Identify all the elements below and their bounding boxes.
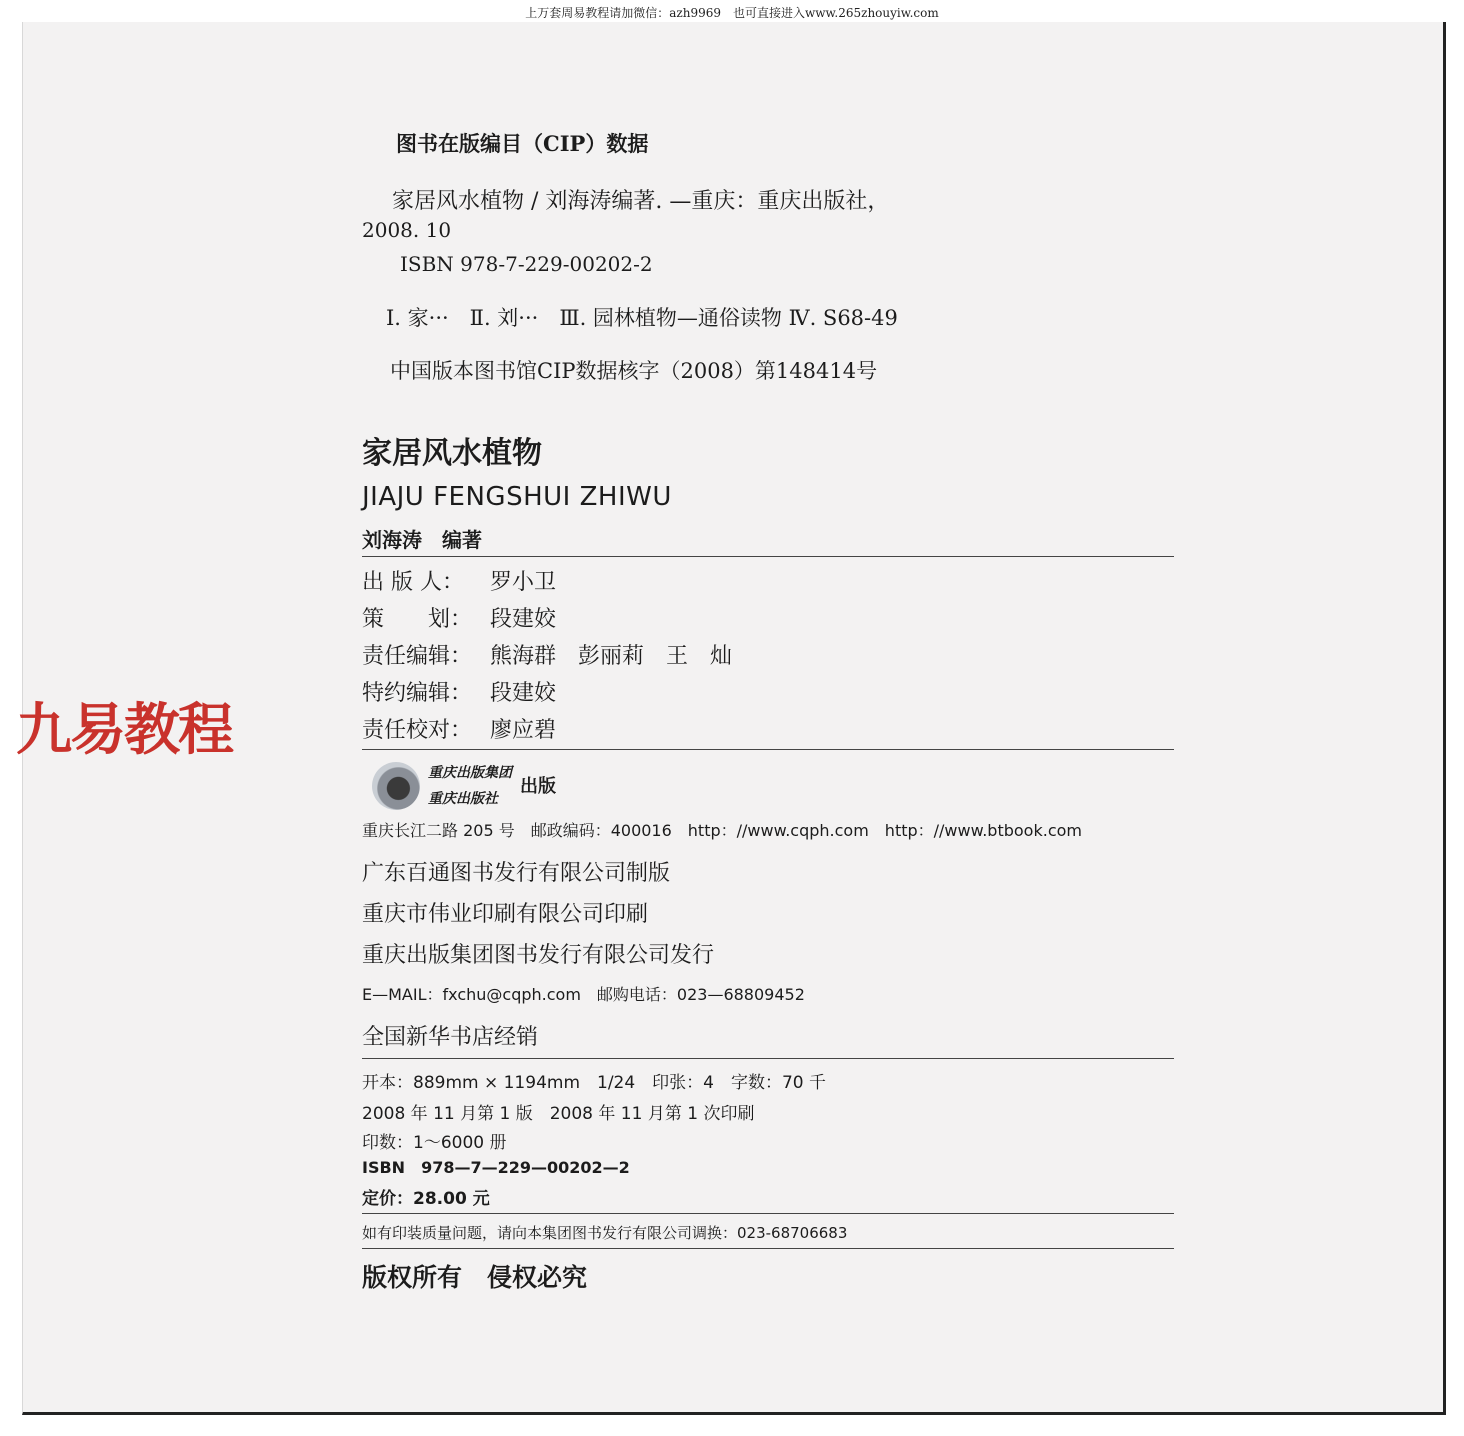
book-author: 刘海涛 编著 (362, 528, 482, 552)
credit-publisher-person (362, 565, 556, 596)
credit-value: 段建姣 (490, 681, 557, 706)
top-banner: 上万套周易教程请加微信：azh9969 也可直接进入www.265zhouyiw.com (525, 6, 939, 20)
credit-label: 责任校对： (362, 718, 473, 743)
divider (362, 1248, 1174, 1249)
copyright-page (22, 22, 1446, 1415)
cip-entry-line2: 2008. 10 (362, 218, 452, 242)
book-title-pinyin: JIAJU FENGSHUI ZHIWU (362, 482, 672, 512)
spec-format: 开本：889mm × 1194mm 1/24 印张：4 字数：70 千 (362, 1073, 827, 1093)
credit-planning (362, 602, 556, 633)
spec-isbn: ISBN 978—7—229—00202—2 (362, 1158, 630, 1177)
publisher-logo-line2: 重庆出版社 (428, 791, 498, 807)
credit-value: 廖应碧 (490, 718, 557, 743)
distributor: 重庆出版集团图书发行有限公司发行 (362, 943, 715, 968)
publisher-logo-icon (372, 762, 420, 810)
cip-heading: 图书在版编目（CIP）数据 (396, 131, 649, 156)
credit-label: 出 版 人： (362, 570, 464, 595)
credit-proofreader (362, 713, 556, 744)
printer: 重庆市伟业印刷有限公司印刷 (362, 902, 649, 927)
retail-channel: 全国新华书店经销 (362, 1025, 539, 1050)
divider (362, 1213, 1174, 1214)
publisher-logo-line1: 重庆出版集团 (428, 765, 512, 781)
cip-entry-line1: 家居风水植物 / 刘海涛编著. —重庆：重庆出版社， (392, 189, 890, 214)
cip-isbn: ISBN 978-7-229-00202-2 (400, 252, 653, 276)
divider (362, 749, 1174, 750)
credit-value: 段建姣 (490, 607, 557, 632)
credit-value: 罗小卫 (490, 570, 557, 595)
copyright-notice: 版权所有 侵权必究 (362, 1263, 588, 1292)
credit-label: 特约编辑： (362, 681, 473, 706)
divider (362, 1058, 1174, 1059)
credit-label: 责任编辑： (362, 644, 473, 669)
divider (362, 556, 1174, 557)
credit-label: 策 划： (362, 607, 473, 632)
plate-maker: 广东百通图书发行有限公司制版 (362, 861, 671, 886)
book-title: 家居风水植物 (362, 436, 542, 471)
cip-check-number: 中国版本图书馆CIP数据核字（2008）第148414号 (390, 359, 878, 383)
cip-classification: Ⅰ. 家··· Ⅱ. 刘··· Ⅲ. 园林植物—通俗读物 Ⅳ. S68-49 (386, 306, 898, 330)
credit-value: 熊海群 彭丽莉 王 灿 (490, 644, 733, 669)
contact-email-phone: E—MAIL：fxchu@cqph.com 邮购电话：023—68809452 (362, 985, 805, 1004)
credit-special-editor (362, 676, 556, 707)
watermark-text: 九易教程 (16, 698, 232, 763)
publish-word: 出版 (520, 776, 556, 797)
spec-print-run: 印数：1～6000 册 (362, 1133, 507, 1153)
spec-price: 定价：28.00 元 (362, 1189, 490, 1209)
publisher-address: 重庆长江二路 205 号 邮政编码：400016 http：//www.cqph.com http：//www.btbook.com (362, 821, 1082, 840)
credit-editors (362, 639, 732, 670)
quality-notice: 如有印装质量问题，请向本集团图书发行有限公司调换：023-68706683 (362, 1224, 848, 1242)
spec-edition: 2008 年 11 月第 1 版 2008 年 11 月第 1 次印刷 (362, 1104, 755, 1124)
